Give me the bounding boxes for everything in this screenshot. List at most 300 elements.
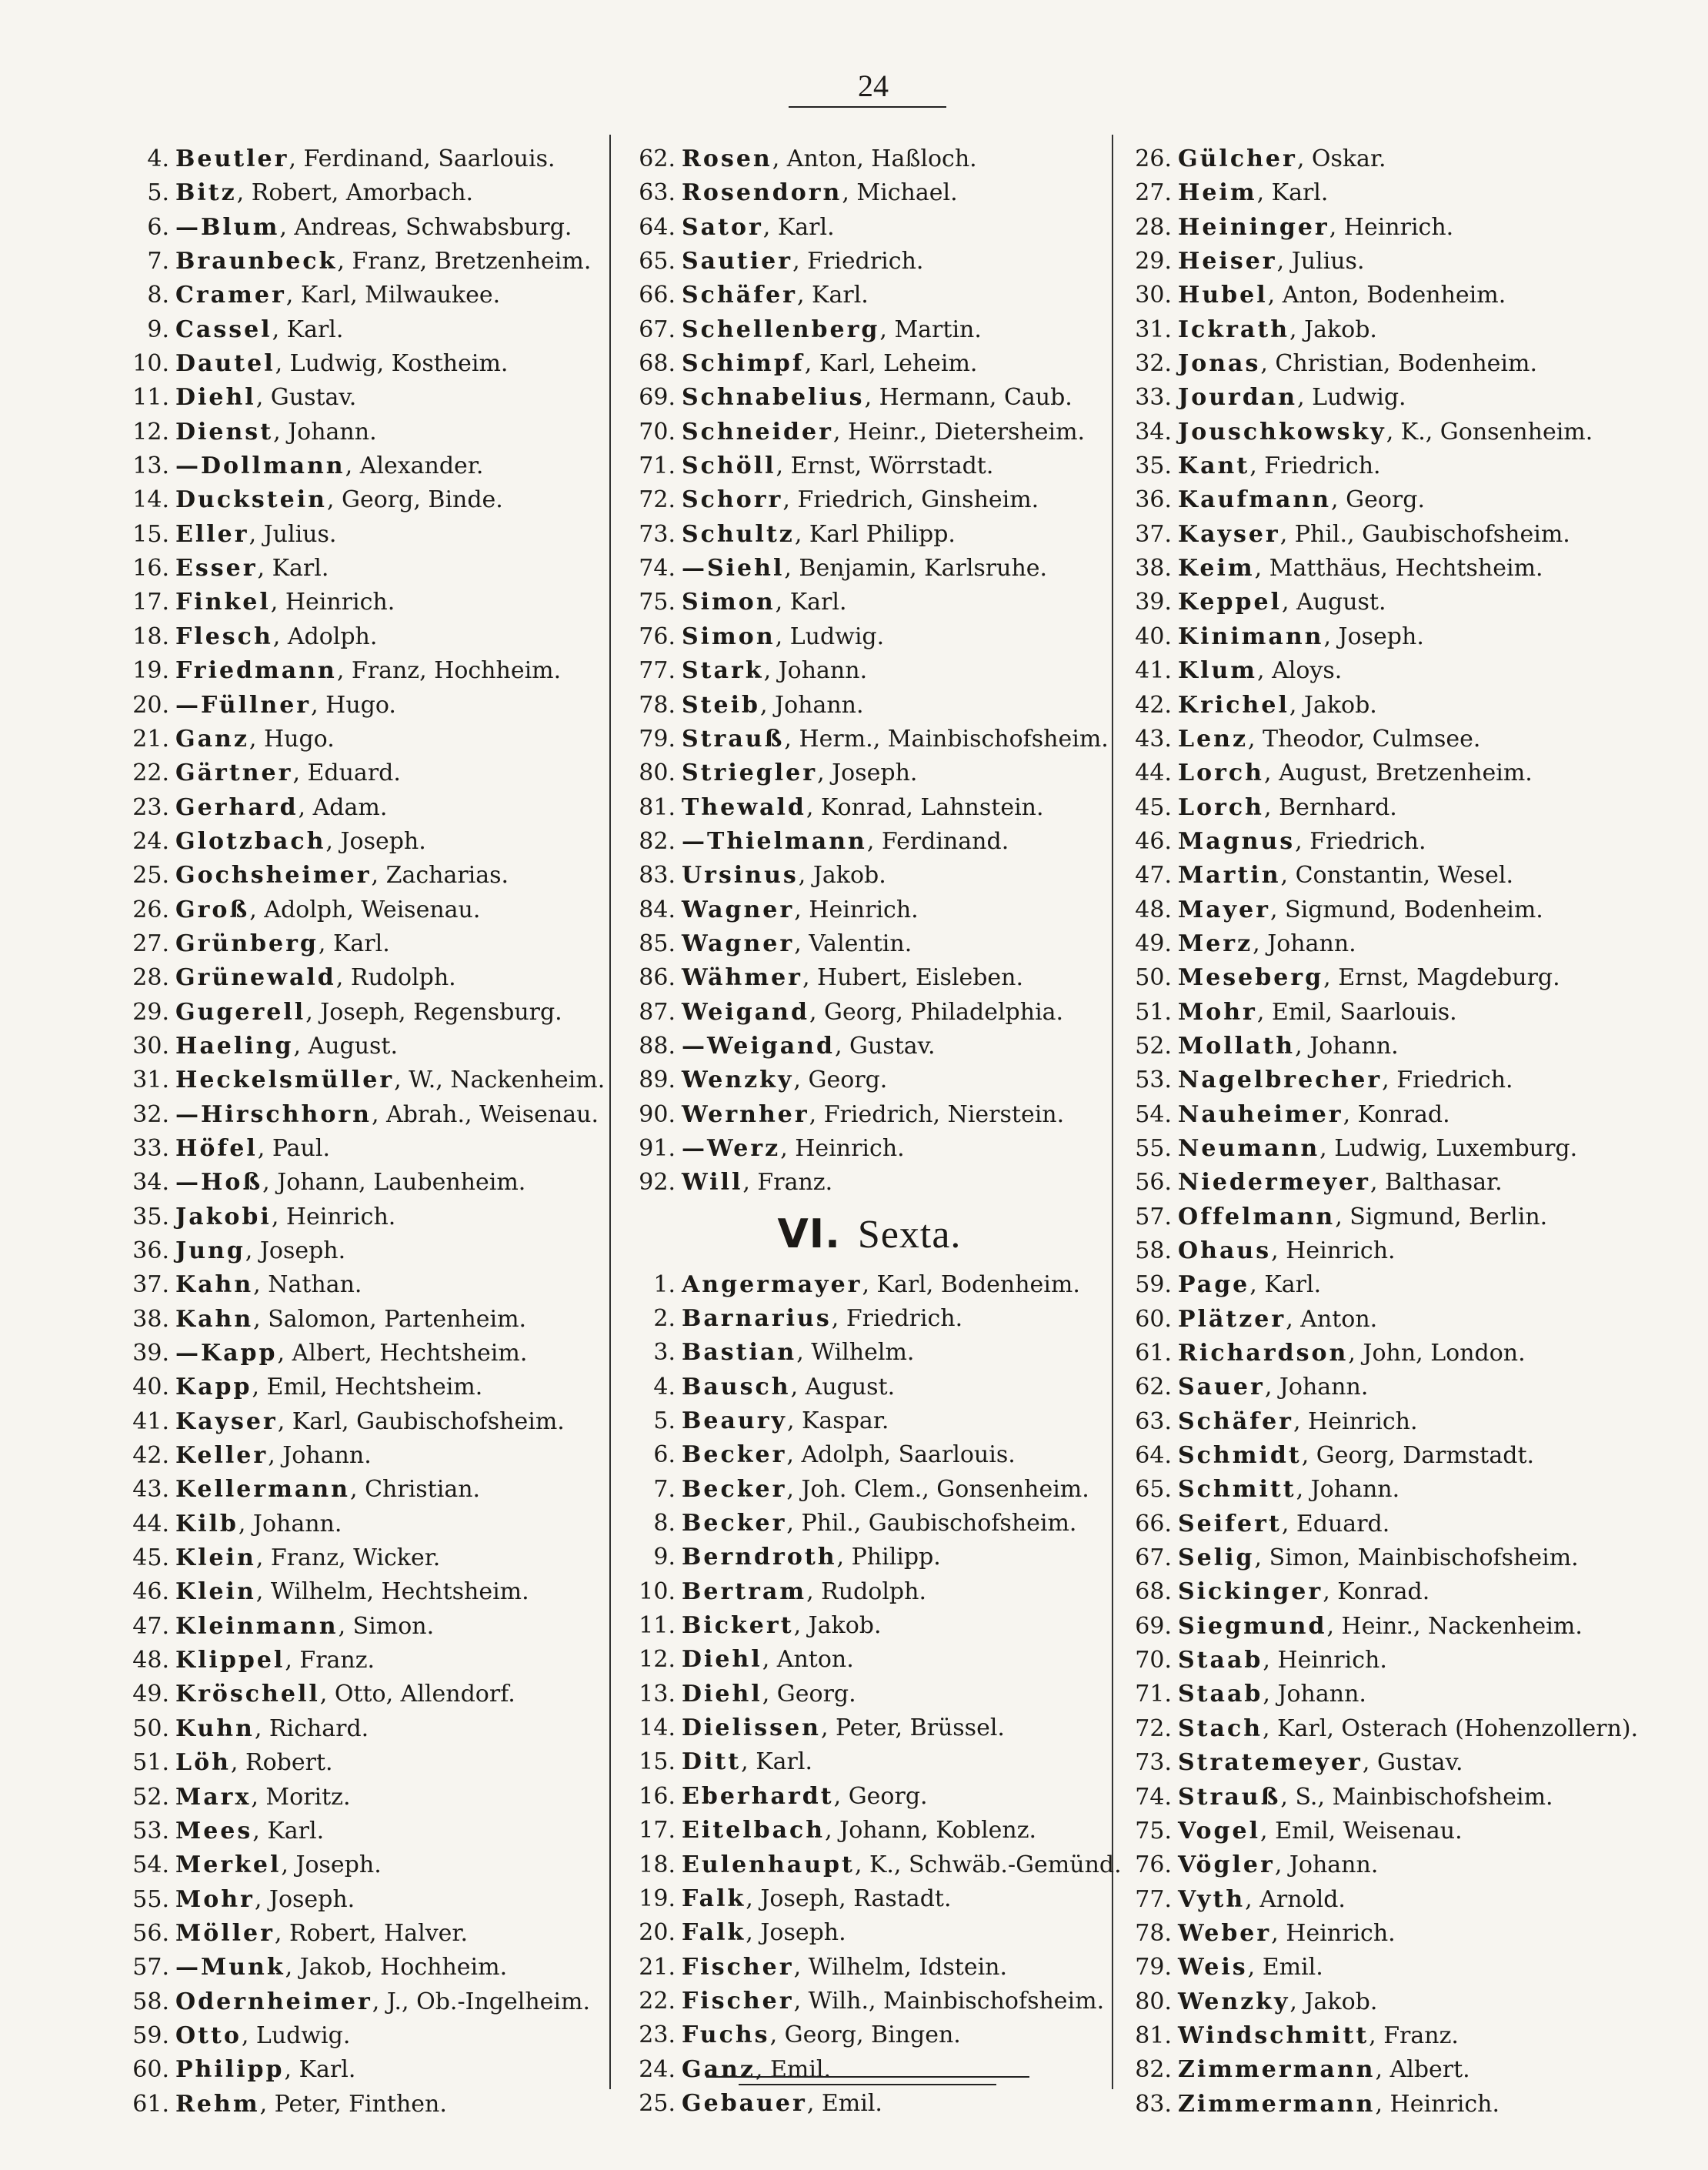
entry-surname: Lorch: [1178, 793, 1264, 821]
entry-name: [1178, 1135, 1577, 1162]
entry-details: , Paul.: [257, 1134, 330, 1162]
list-item: [115, 893, 608, 927]
entry-name: [1178, 1988, 1377, 2015]
entry-details: , W., Nackenheim.: [394, 1067, 605, 1094]
entry-details: , Ludwig.: [241, 2021, 351, 2049]
entry-name: [175, 896, 480, 923]
entry-name: [1178, 350, 1537, 377]
list-item: [115, 1644, 608, 1678]
entry-number: 91.: [639, 1134, 676, 1162]
entry-name: [175, 760, 401, 786]
entry-number: 1.: [653, 1270, 676, 1298]
entry-name: [175, 794, 387, 821]
entry-details: , Joseph.: [281, 1851, 382, 1879]
entry-name: [682, 1681, 856, 1708]
list-item: [115, 1098, 608, 1132]
list-item: [631, 381, 1108, 415]
list-item: [115, 381, 608, 415]
entry-details: , Karl.: [284, 2056, 356, 2084]
entry-details: , Karl.: [252, 1817, 325, 1844]
entry-number: 83.: [1135, 2090, 1172, 2118]
entry-name: [682, 1851, 1122, 1878]
entry-surname: Zimmermann: [1178, 2090, 1376, 2118]
entry-details: , Eduard.: [1281, 1510, 1390, 1537]
entry-name: [1178, 1511, 1389, 1537]
entry-number: 69.: [1135, 1612, 1172, 1640]
entry-number: 21.: [639, 1953, 676, 1981]
entry-name: [1178, 1169, 1503, 1196]
entry-surname: Dielissen: [682, 1714, 821, 1742]
entry-details: , Johann.: [238, 1510, 342, 1537]
entry-name: [682, 1510, 1076, 1537]
list-item: [1127, 1030, 1681, 1063]
list-item: [631, 518, 1108, 552]
entry-details: , Friedrich.: [831, 1305, 963, 1332]
list-item: [115, 483, 608, 517]
entry-name: [175, 1511, 342, 1537]
entry-name: [1178, 1886, 1346, 1913]
entry-name: [1178, 316, 1377, 343]
list-item: [631, 961, 1108, 995]
entry-number: 13.: [639, 1680, 676, 1708]
entry-name: [175, 1647, 375, 1674]
list-item: [631, 1678, 1108, 1711]
entry-details: , Friedrich.: [1249, 452, 1381, 480]
entry-surname: Wenzky: [1178, 1988, 1290, 2015]
entry-details: , Joseph.: [254, 1885, 355, 1913]
entry-surname: Schnabelius: [682, 384, 865, 412]
entry-number: 72.: [1135, 1714, 1172, 1742]
entry-number: 10.: [639, 1577, 676, 1605]
entry-name: [682, 1817, 1036, 1844]
list-item: [631, 1951, 1108, 1985]
entry-name: [1178, 1442, 1534, 1469]
entry-name: [1178, 1749, 1463, 1776]
entry-surname: Groß: [175, 896, 250, 923]
entry-name: [682, 1885, 951, 1912]
entry-surname: Gülcher: [1178, 145, 1297, 172]
entry-number: 38.: [132, 1305, 169, 1333]
entry-name: [682, 1339, 914, 1366]
entry-number: 37.: [132, 1271, 169, 1299]
list-item: [1127, 620, 1681, 654]
list-item: [115, 961, 608, 995]
entry-name: [175, 1135, 330, 1162]
list-item: [1127, 1200, 1681, 1234]
entry-surname: Fischer: [682, 1987, 794, 2015]
list-item: [115, 518, 608, 552]
entry-details: , Balthasar.: [1369, 1169, 1503, 1197]
entry-details: , Johann.: [759, 691, 864, 719]
entry-number: 50.: [1135, 964, 1172, 992]
entry-number: 68.: [639, 350, 676, 378]
column-divider-right: [1112, 135, 1113, 2089]
entry-name: [175, 1613, 434, 1640]
entry-name: [1178, 555, 1543, 582]
entry-name: [175, 1374, 482, 1400]
list-item: [1127, 1337, 1681, 1370]
entry-number: 26.: [1135, 145, 1172, 172]
entry-details: , K., Schwäb.-Gemünd.: [854, 1851, 1122, 1878]
list-item: [115, 1781, 608, 1814]
entry-surname: Heiser: [1178, 248, 1277, 275]
entry-name: [175, 1033, 398, 1060]
entry-details: , Franz, Bretzenheim.: [337, 248, 592, 275]
entry-number: 80.: [1135, 1988, 1172, 2015]
entry-name: [682, 1374, 895, 1400]
list-item: [115, 176, 608, 210]
header-rule: [789, 106, 946, 108]
entry-surname: Kinimann: [1178, 623, 1324, 650]
entry-name: [682, 1033, 936, 1060]
list-item: [115, 1746, 608, 1780]
entry-name: [1178, 1954, 1323, 1981]
entry-details: , Albert.: [1375, 2056, 1470, 2084]
list-item: [115, 1678, 608, 1711]
entry-name: [682, 1954, 1007, 1981]
entry-details: , Ferdinand.: [866, 827, 1009, 855]
entry-number: 85.: [639, 930, 676, 957]
entry-number: 70.: [1135, 1647, 1172, 1674]
list-item: [115, 1712, 608, 1746]
entry-details: , Joseph.: [245, 1237, 346, 1264]
entry-details: , Heinrich.: [271, 1203, 396, 1230]
entry-number: 23.: [132, 793, 169, 821]
entry-details: , Zacharias.: [371, 862, 509, 890]
entry-name: [175, 692, 396, 719]
entry-details: , Christian.: [350, 1476, 481, 1504]
entry-details: , Georg, Binde.: [326, 486, 503, 514]
entry-number: 9.: [147, 315, 169, 343]
entry-surname: Gugerell: [175, 998, 306, 1026]
entry-name: [175, 214, 572, 241]
entry-details: , Emil.: [806, 2089, 882, 2117]
entry-details: , Johann.: [1295, 1032, 1399, 1060]
entry-surname: Rosendorn: [682, 179, 842, 207]
entry-details: , Friedrich, Ginsheim.: [782, 486, 1039, 514]
entry-name: [1178, 1613, 1583, 1640]
entry-number: 38.: [1135, 555, 1172, 583]
entry-number: 28.: [1135, 213, 1172, 241]
entry-details: , Johann, Laubenheim.: [262, 1169, 526, 1197]
entry-number: 50.: [132, 1714, 169, 1742]
list-item: [1127, 2053, 1681, 2087]
list-item: [631, 1507, 1108, 1541]
entry-surname: Steib: [682, 691, 760, 719]
entry-number: 32.: [1135, 350, 1172, 378]
entry-details: , Constantin, Wesel.: [1280, 862, 1514, 890]
entry-number: 35.: [1135, 452, 1172, 480]
entry-details: , Friedrich, Nierstein.: [809, 1100, 1065, 1128]
list-item: [1127, 416, 1681, 449]
entry-details: , Alexander.: [345, 452, 484, 480]
entry-details: , Johann.: [273, 418, 377, 446]
entry-number: 21.: [132, 725, 169, 753]
list-item: [631, 791, 1108, 825]
entry-name: [1178, 896, 1543, 923]
entry-number: 24.: [639, 2055, 676, 2083]
list-item: [631, 1882, 1108, 1916]
entry-details: , J., Ob.-Ingelheim.: [372, 1988, 590, 2015]
entry-number: 14.: [132, 486, 169, 514]
list-item: [1127, 756, 1681, 790]
entry-surname: Schultz: [682, 520, 795, 548]
entry-surname: Ickrath: [1178, 315, 1289, 343]
entry-details: , Ernst, Magdeburg.: [1323, 964, 1560, 992]
entry-name: [1178, 794, 1397, 821]
entry-name: [175, 589, 395, 616]
entry-details: , Georg.: [1331, 486, 1425, 514]
entry-number: 25.: [132, 862, 169, 890]
entry-name: [175, 1954, 507, 1981]
list-item: [1127, 1098, 1681, 1132]
entry-name: [682, 930, 912, 957]
entry-number: 77.: [639, 657, 676, 685]
list-item: [1127, 1234, 1681, 1268]
entry-surname: Plätzer: [1178, 1305, 1286, 1333]
entry-surname: Staab: [1178, 1681, 1263, 1708]
entry-details: , Ludwig, Luxemburg.: [1319, 1134, 1578, 1162]
entry-number: 19.: [132, 657, 169, 685]
entry-number: 40.: [132, 1374, 169, 1401]
entry-details: , Johann.: [1263, 1681, 1366, 1708]
entry-number: 63.: [639, 179, 676, 207]
entry-number: 47.: [1135, 862, 1172, 890]
entry-number: 81.: [1135, 2021, 1172, 2049]
entry-name: [1178, 589, 1386, 616]
entry-surname: Dienst: [175, 418, 274, 446]
list-item: [631, 483, 1108, 517]
list-item: [1127, 176, 1681, 210]
entry-surname: —Werz: [682, 1134, 781, 1162]
entry-details: , Heinrich.: [270, 589, 395, 616]
entry-surname: Thewald: [682, 793, 806, 821]
entry-surname: Stark: [682, 657, 764, 685]
entry-name: [1178, 452, 1381, 479]
entry-name: [175, 1271, 362, 1298]
entry-details: , Martin.: [879, 315, 982, 343]
list-item: [631, 1132, 1108, 1166]
entry-surname: Rosen: [682, 145, 772, 172]
entry-details: , Jakob, Hochheim.: [285, 1954, 508, 1981]
entry-surname: Krichel: [1178, 691, 1289, 719]
list-item: [115, 1917, 608, 1951]
entry-number: 4.: [147, 145, 169, 172]
entry-name: [1178, 964, 1560, 991]
list-item: [631, 586, 1108, 619]
entry-number: 62.: [639, 145, 676, 172]
entry-details: , Robert, Amorbach.: [236, 179, 474, 207]
entry-details: , Adolph, Saarlouis.: [786, 1441, 1016, 1469]
entry-surname: Fischer: [682, 1953, 794, 1981]
entry-details: , Hubert, Eisleben.: [802, 964, 1024, 992]
entry-number: 17.: [132, 589, 169, 616]
list-item: [115, 1303, 608, 1337]
entry-number: 10.: [132, 350, 169, 378]
entry-name: [682, 1544, 941, 1571]
entry-details: , Jakob.: [1289, 315, 1377, 343]
entry-number: 75.: [1135, 1817, 1172, 1844]
entry-name: [682, 350, 977, 377]
entry-details: , Bernhard.: [1264, 793, 1397, 821]
entry-number: 83.: [639, 862, 676, 890]
entry-surname: Berndroth: [682, 1544, 837, 1571]
entry-details: , Emil, Saarlouis.: [1256, 998, 1457, 1026]
entry-surname: Merz: [1178, 930, 1253, 957]
entry-details: , Matthäus, Hechtsheim.: [1254, 555, 1543, 583]
entry-details: , Valentin.: [794, 930, 912, 957]
entry-surname: Schimpf: [682, 350, 805, 378]
entry-number: 78.: [639, 691, 676, 719]
entry-number: 18.: [639, 1851, 676, 1878]
entry-surname: Ganz: [175, 725, 249, 753]
entry-surname: Martin: [1178, 862, 1281, 890]
list-item: [1127, 2088, 1681, 2122]
entry-details: , Jakob.: [798, 862, 886, 890]
column-2: [631, 142, 1122, 2121]
entry-details: , Wilh., Mainbischofsheim.: [793, 1987, 1105, 2015]
list-item: [631, 2018, 1108, 2052]
entry-number: 39.: [1135, 589, 1172, 616]
entry-number: 71.: [639, 452, 676, 480]
entry-details: , Wilhelm, Idstein.: [793, 1953, 1008, 1981]
list-item: [1127, 552, 1681, 586]
entry-name: [1178, 179, 1328, 206]
list-item: [115, 1166, 608, 1200]
entry-details: , Johann.: [1274, 1851, 1379, 1879]
entry-surname: Falk: [682, 1885, 746, 1912]
list-item: [631, 893, 1108, 927]
entry-details: , Anton.: [762, 1646, 854, 1674]
entry-details: , Friedrich.: [792, 248, 924, 275]
entry-surname: —Munk: [175, 1954, 285, 1981]
entry-details: , Johann.: [268, 1442, 372, 1470]
list-item: [1127, 1370, 1681, 1404]
list-item: [631, 313, 1108, 347]
entry-number: 86.: [639, 964, 676, 992]
list-item: [631, 859, 1108, 893]
list-item: [115, 2088, 608, 2122]
entry-details: , Rudolph.: [335, 964, 456, 992]
entry-surname: Richardson: [1178, 1340, 1349, 1367]
entry-number: 6.: [147, 213, 169, 241]
list-item: [1127, 1848, 1681, 1882]
entry-name: [1178, 1647, 1387, 1674]
entry-surname: Offelmann: [1178, 1203, 1336, 1230]
entry-surname: Flesch: [175, 623, 273, 650]
list-item: [631, 1030, 1108, 1063]
entry-number: 43.: [1135, 725, 1172, 753]
entry-number: 55.: [1135, 1134, 1172, 1162]
column-divider-left: [609, 135, 611, 2089]
entry-details: , Hermann, Caub.: [864, 384, 1073, 412]
entry-surname: Kröschell: [175, 1681, 320, 1708]
entry-details: , Anton, Bodenheim.: [1267, 282, 1506, 309]
entry-surname: Finkel: [175, 589, 271, 616]
entry-name: [175, 1101, 599, 1128]
entry-surname: Page: [1178, 1271, 1250, 1299]
entry-surname: Jouschkowsky: [1178, 418, 1386, 446]
entry-details: , Wilhelm, Hechtsheim.: [255, 1578, 529, 1606]
entry-surname: Weber: [1178, 1919, 1272, 1947]
entry-number: 84.: [639, 896, 676, 923]
entry-name: [175, 521, 336, 548]
list-item: [631, 996, 1108, 1030]
entry-surname: Vögler: [1178, 1851, 1275, 1879]
entry-number: 35.: [132, 1203, 169, 1230]
list-item: [631, 1166, 1108, 1200]
list-item: [115, 654, 608, 688]
list-item: [631, 654, 1108, 688]
entry-name: [175, 1237, 345, 1264]
section-title: Sexta.: [857, 1212, 962, 1257]
list-item: [1127, 1644, 1681, 1678]
entry-details: , Michael.: [842, 179, 958, 207]
entry-name: [1178, 1681, 1366, 1708]
entry-surname: Will: [682, 1169, 743, 1197]
entry-surname: Braunbeck: [175, 248, 338, 275]
entry-details: , August.: [790, 1373, 896, 1400]
list-item: [1127, 825, 1681, 859]
entry-name: [682, 692, 864, 719]
entry-surname: Becker: [682, 1441, 787, 1469]
entry-surname: Ohaus: [1178, 1237, 1272, 1264]
entry-name: [175, 1544, 440, 1571]
list-item: [115, 1575, 608, 1609]
entry-name: [175, 1169, 525, 1196]
entry-surname: Simon: [682, 623, 776, 650]
entry-number: 31.: [132, 1067, 169, 1094]
list-item: [1127, 1883, 1681, 1917]
entry-details: , Gustav.: [834, 1032, 936, 1060]
entry-surname: Kayser: [1178, 520, 1280, 548]
entry-number: 46.: [132, 1578, 169, 1606]
entry-details: , Karl, Leheim.: [804, 350, 978, 378]
entry-number: 76.: [1135, 1851, 1172, 1879]
entry-details: , Andreas, Schwabsburg.: [279, 213, 572, 241]
list-item: [631, 825, 1108, 859]
entry-number: 66.: [1135, 1510, 1172, 1537]
entry-name: [1178, 930, 1356, 957]
entry-surname: Gerhard: [175, 793, 299, 821]
entry-number: 69.: [639, 384, 676, 412]
list-item: [631, 927, 1108, 961]
entry-name: [1178, 1204, 1547, 1230]
entry-surname: —Dollmann: [175, 452, 345, 480]
entry-number: 5.: [147, 179, 169, 207]
list-item: [115, 586, 608, 619]
list-item: [1127, 1814, 1681, 1848]
entry-surname: Cramer: [175, 282, 286, 309]
entry-details: , Herm., Mainbischofsheim.: [784, 725, 1109, 753]
entry-number: 12.: [639, 1646, 676, 1674]
entry-number: 73.: [639, 520, 676, 548]
list-item: [631, 1098, 1108, 1132]
entry-surname: Schneider: [682, 418, 833, 446]
entry-details: , Heinrich.: [1263, 1647, 1387, 1674]
entry-number: 65.: [639, 248, 676, 275]
entry-number: 12.: [132, 418, 169, 446]
entry-number: 24.: [132, 827, 169, 855]
entry-number: 92.: [639, 1169, 676, 1197]
entry-surname: Siegmund: [1178, 1612, 1327, 1640]
entry-details: , Phil., Gaubischofsheim.: [1279, 520, 1570, 548]
entry-number: 4.: [653, 1373, 676, 1400]
entry-name: [1178, 828, 1426, 855]
entry-details: , Franz, Wicker.: [255, 1544, 441, 1572]
entry-details: , Karl.: [318, 930, 390, 957]
entry-surname: Mohr: [175, 1885, 255, 1913]
